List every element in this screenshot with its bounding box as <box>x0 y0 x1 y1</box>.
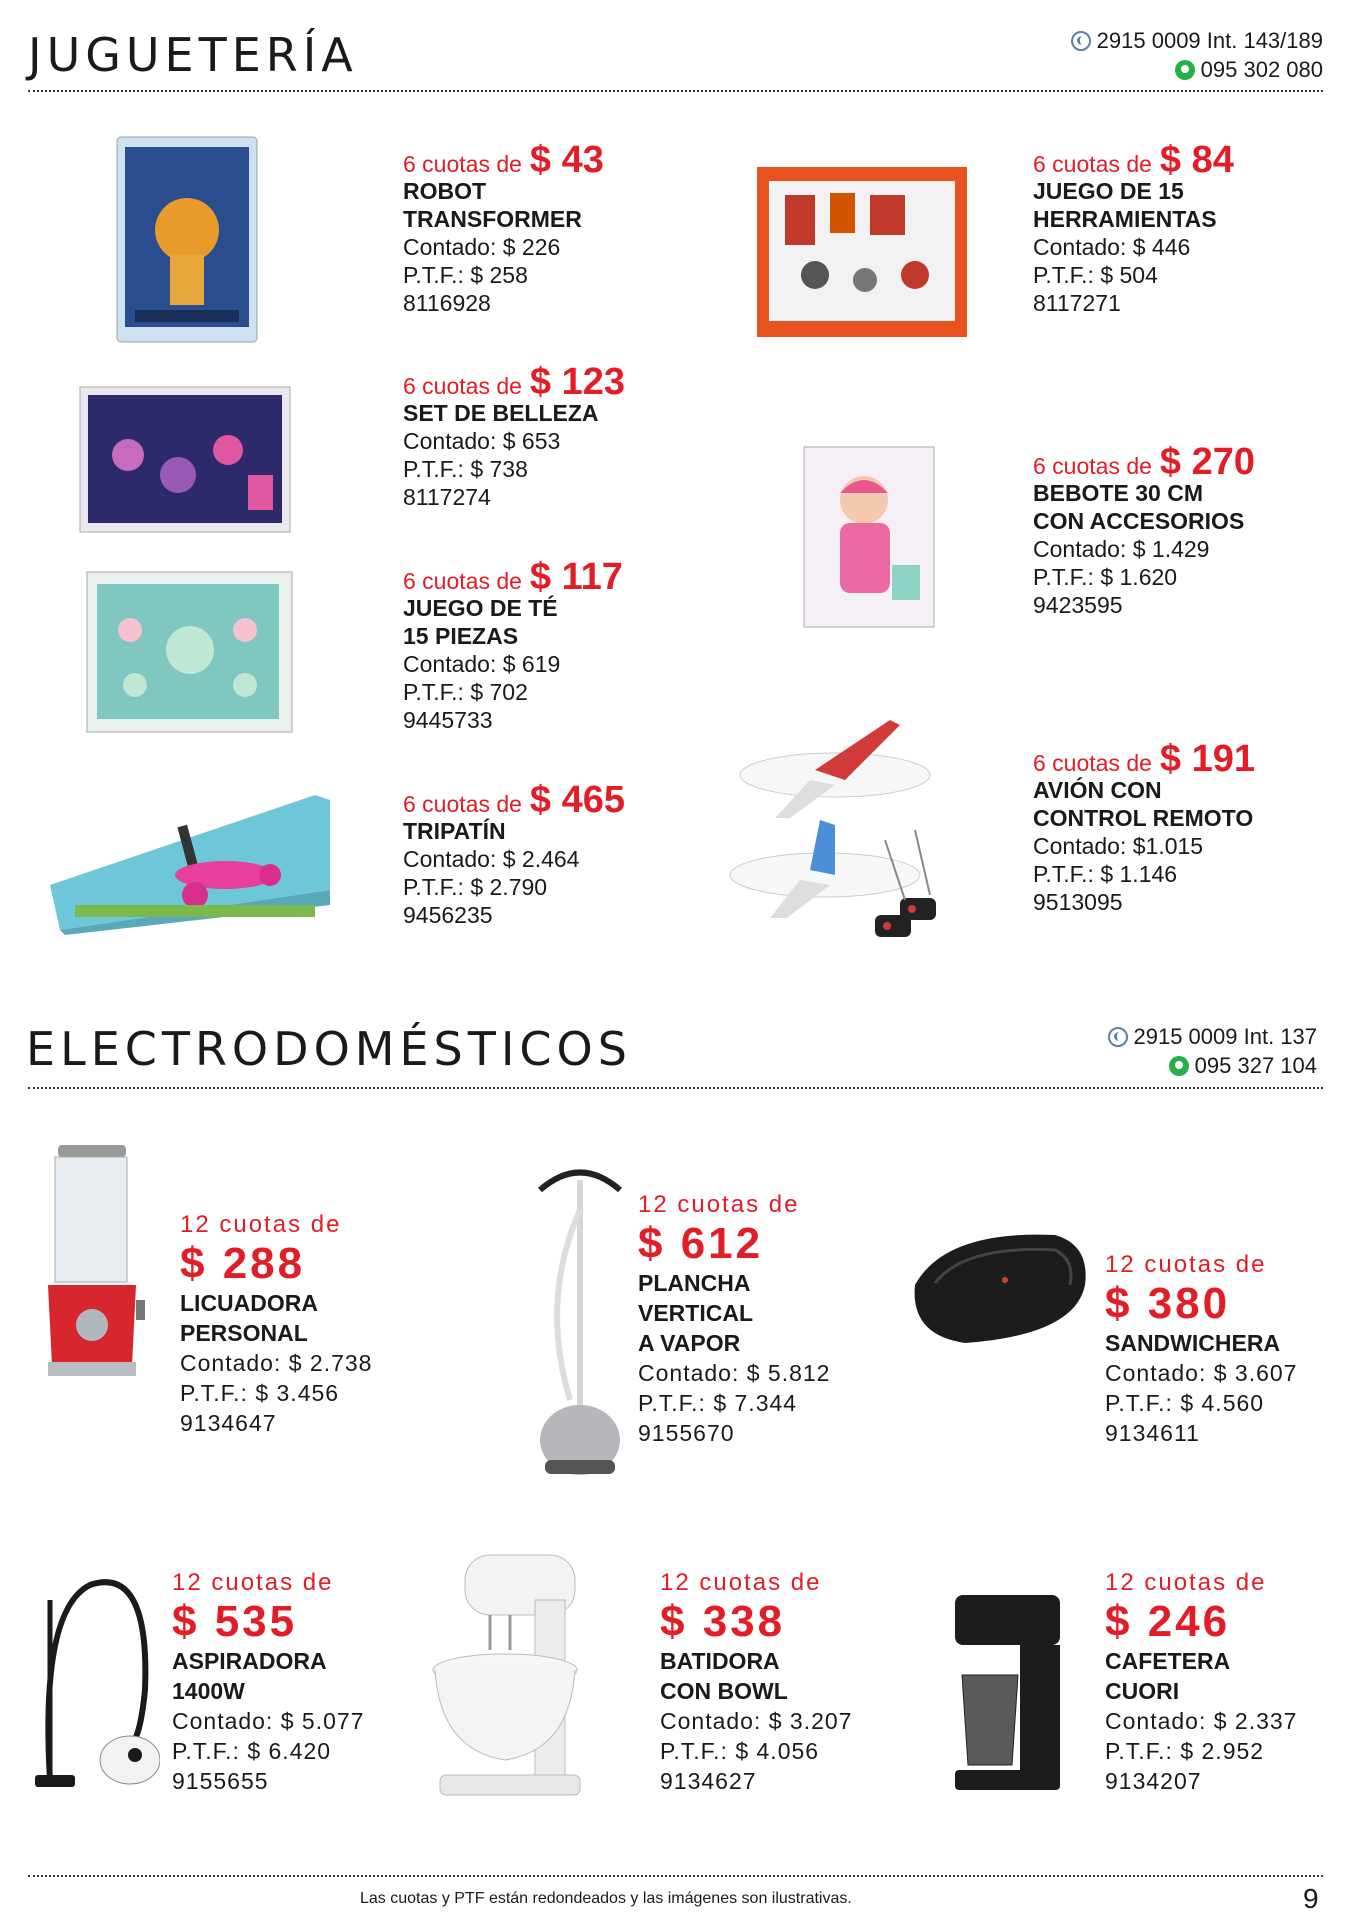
cuotas-label: 6 cuotas de <box>403 568 522 594</box>
product-name: 15 PIEZAS <box>403 623 519 649</box>
juego-te-image <box>85 570 295 735</box>
cuotas-label: 12 cuotas de <box>172 1569 334 1596</box>
product-code: 8117271 <box>1033 290 1121 316</box>
phone-number: 2915 0009 Int. 137 <box>1133 1024 1317 1049</box>
price: $ 535 <box>172 1597 298 1646</box>
plancha-vertical-image <box>530 1150 630 1480</box>
price: $ 191 <box>1159 738 1256 780</box>
contado-price: Contado: $ 226 <box>403 234 561 260</box>
contado-price: Contado: $ 653 <box>403 428 561 454</box>
cafetera-image <box>950 1590 1065 1795</box>
batidora-image <box>430 1550 590 1800</box>
ptf-price: P.T.F.: $ 7.344 <box>638 1390 798 1416</box>
product-code: 9155655 <box>172 1768 269 1794</box>
ptf-price: P.T.F.: $ 4.056 <box>660 1738 820 1764</box>
page-number: 9 <box>1303 1883 1319 1914</box>
whatsapp-number: 095 327 104 <box>1194 1053 1317 1078</box>
product-name: PLANCHA <box>638 1270 751 1296</box>
ptf-price: P.T.F.: $ 3.456 <box>180 1380 340 1406</box>
contado-price: Contado: $ 1.429 <box>1033 536 1210 562</box>
product-robot-transformer <box>403 139 604 317</box>
ptf-price: P.T.F.: $ 2.952 <box>1105 1738 1265 1764</box>
contado-price: Contado: $ 2.738 <box>180 1350 373 1376</box>
divider <box>28 1875 1323 1877</box>
price: $ 338 <box>660 1597 786 1646</box>
ptf-price: P.T.F.: $ 6.420 <box>172 1738 332 1764</box>
whatsapp-icon <box>1169 1056 1189 1076</box>
contado-price: Contado: $ 2.337 <box>1105 1708 1298 1734</box>
product-bebote <box>1033 441 1256 619</box>
product-juego-te <box>403 556 623 734</box>
contado-price: Contado: $ 2.464 <box>403 846 580 872</box>
cuotas-label: 12 cuotas de <box>180 1211 342 1238</box>
product-name: ASPIRADORA <box>172 1648 327 1674</box>
contado-price: Contado: $1.015 <box>1033 833 1204 859</box>
price: $ 380 <box>1105 1279 1231 1328</box>
footer-note: Las cuotas y PTF están redondeados y las imágenes son ilustrativas. <box>360 1890 852 1907</box>
robot-transformer-image <box>115 135 260 345</box>
price: $ 84 <box>1159 139 1234 181</box>
price: $ 612 <box>638 1219 764 1268</box>
product-name: BEBOTE 30 CM <box>1033 480 1203 506</box>
product-name: CAFETERA <box>1105 1648 1231 1674</box>
avion-image <box>715 700 960 975</box>
product-name: JUEGO DE TÉ <box>403 595 558 621</box>
contado-price: Contado: $ 3.207 <box>660 1708 853 1734</box>
cuotas-label: 12 cuotas de <box>660 1569 822 1596</box>
contado-price: Contado: $ 5.812 <box>638 1360 831 1386</box>
cuotas-label: 12 cuotas de <box>1105 1251 1267 1278</box>
price: $ 465 <box>529 779 626 821</box>
cuotas-label: 6 cuotas de <box>1033 151 1152 177</box>
product-code: 9456235 <box>403 902 493 928</box>
contado-price: Contado: $ 446 <box>1033 234 1191 260</box>
contado-price: Contado: $ 5.077 <box>172 1708 365 1734</box>
product-name: CON ACCESORIOS <box>1033 508 1245 534</box>
product-name: ROBOT <box>403 178 487 204</box>
product-name: LICUADORA <box>180 1290 318 1316</box>
section-title-electrodomesticos: ELECTRODOMÉSTICOS <box>26 1022 632 1076</box>
product-name: AVIÓN CON <box>1033 777 1162 803</box>
whatsapp-number: 095 302 080 <box>1200 57 1323 82</box>
product-set-belleza <box>403 361 626 511</box>
contado-price: Contado: $ 3.607 <box>1105 1360 1298 1386</box>
product-code: 9134647 <box>180 1410 277 1436</box>
price: $ 270 <box>1159 441 1256 483</box>
ptf-price: P.T.F.: $ 738 <box>403 456 528 482</box>
product-code: 9513095 <box>1033 889 1123 915</box>
product-name: PERSONAL <box>180 1320 308 1346</box>
product-herramientas <box>1033 139 1234 317</box>
cuotas-label: 6 cuotas de <box>403 791 522 817</box>
price: $ 43 <box>529 139 604 181</box>
product-licuadora <box>180 1210 372 1438</box>
product-name: JUEGO DE 15 <box>1033 178 1184 204</box>
product-cafetera <box>1105 1568 1297 1796</box>
product-name: CONTROL REMOTO <box>1033 805 1254 831</box>
ptf-price: P.T.F.: $ 702 <box>403 679 528 705</box>
ptf-price: P.T.F.: $ 2.790 <box>403 874 548 900</box>
product-name: HERRAMIENTAS <box>1033 206 1217 232</box>
product-code: 8117274 <box>403 484 491 510</box>
product-tripatin <box>403 779 626 929</box>
cuotas-label: 12 cuotas de <box>1105 1569 1267 1596</box>
divider <box>28 90 1323 92</box>
herramientas-image <box>755 165 970 340</box>
ptf-price: P.T.F.: $ 1.146 <box>1033 861 1178 887</box>
phone-number: 2915 0009 Int. 143/189 <box>1096 28 1323 53</box>
price: $ 288 <box>180 1239 306 1288</box>
product-name: BATIDORA <box>660 1648 780 1674</box>
product-code: 9134207 <box>1105 1768 1202 1794</box>
contado-price: Contado: $ 619 <box>403 651 561 677</box>
ptf-price: P.T.F.: $ 258 <box>403 262 528 288</box>
divider <box>28 1087 1323 1089</box>
contact-electrodomesticos <box>1108 1022 1318 1080</box>
tripatin-image <box>45 785 335 935</box>
set-belleza-image <box>78 385 293 535</box>
product-name: CON BOWL <box>660 1678 788 1704</box>
whatsapp-icon <box>1175 60 1195 80</box>
product-code: 9134611 <box>1105 1420 1200 1446</box>
product-name: CUORI <box>1105 1678 1180 1704</box>
product-name: A VAPOR <box>638 1330 741 1356</box>
sandwichera-image <box>905 1225 1095 1350</box>
product-name: TRIPATÍN <box>403 818 506 844</box>
product-code: 9155670 <box>638 1420 735 1446</box>
product-sandwichera <box>1105 1250 1297 1448</box>
ptf-price: P.T.F.: $ 504 <box>1033 262 1158 288</box>
product-plancha-vertical <box>638 1190 830 1448</box>
ptf-price: P.T.F.: $ 1.620 <box>1033 564 1178 590</box>
price: $ 123 <box>529 361 626 403</box>
contact-jugueteria <box>1071 26 1323 84</box>
phone-icon <box>1108 1027 1128 1047</box>
product-name: TRANSFORMER <box>403 206 582 232</box>
ptf-price: P.T.F.: $ 4.560 <box>1105 1390 1265 1416</box>
product-name: VERTICAL <box>638 1300 753 1326</box>
licuadora-image <box>40 1140 145 1380</box>
aspiradora-image <box>30 1540 160 1800</box>
product-batidora <box>660 1568 852 1796</box>
cuotas-label: 6 cuotas de <box>1033 750 1152 776</box>
product-code: 8116928 <box>403 290 491 316</box>
price: $ 246 <box>1105 1597 1231 1646</box>
cuotas-label: 6 cuotas de <box>403 373 522 399</box>
product-aspiradora <box>172 1568 364 1796</box>
product-name: SET DE BELLEZA <box>403 400 599 426</box>
price: $ 117 <box>529 556 623 598</box>
cuotas-label: 12 cuotas de <box>638 1191 800 1218</box>
product-name: 1400W <box>172 1678 245 1704</box>
bebote-image <box>802 445 937 630</box>
product-code: 9445733 <box>403 707 493 733</box>
product-avion <box>1033 738 1256 916</box>
cuotas-label: 6 cuotas de <box>403 151 522 177</box>
section-title-jugueteria: JUGUETERÍA <box>28 28 358 82</box>
cuotas-label: 6 cuotas de <box>1033 453 1152 479</box>
product-code: 9423595 <box>1033 592 1123 618</box>
phone-icon <box>1071 31 1091 51</box>
product-code: 9134627 <box>660 1768 757 1794</box>
product-name: SANDWICHERA <box>1105 1330 1281 1356</box>
